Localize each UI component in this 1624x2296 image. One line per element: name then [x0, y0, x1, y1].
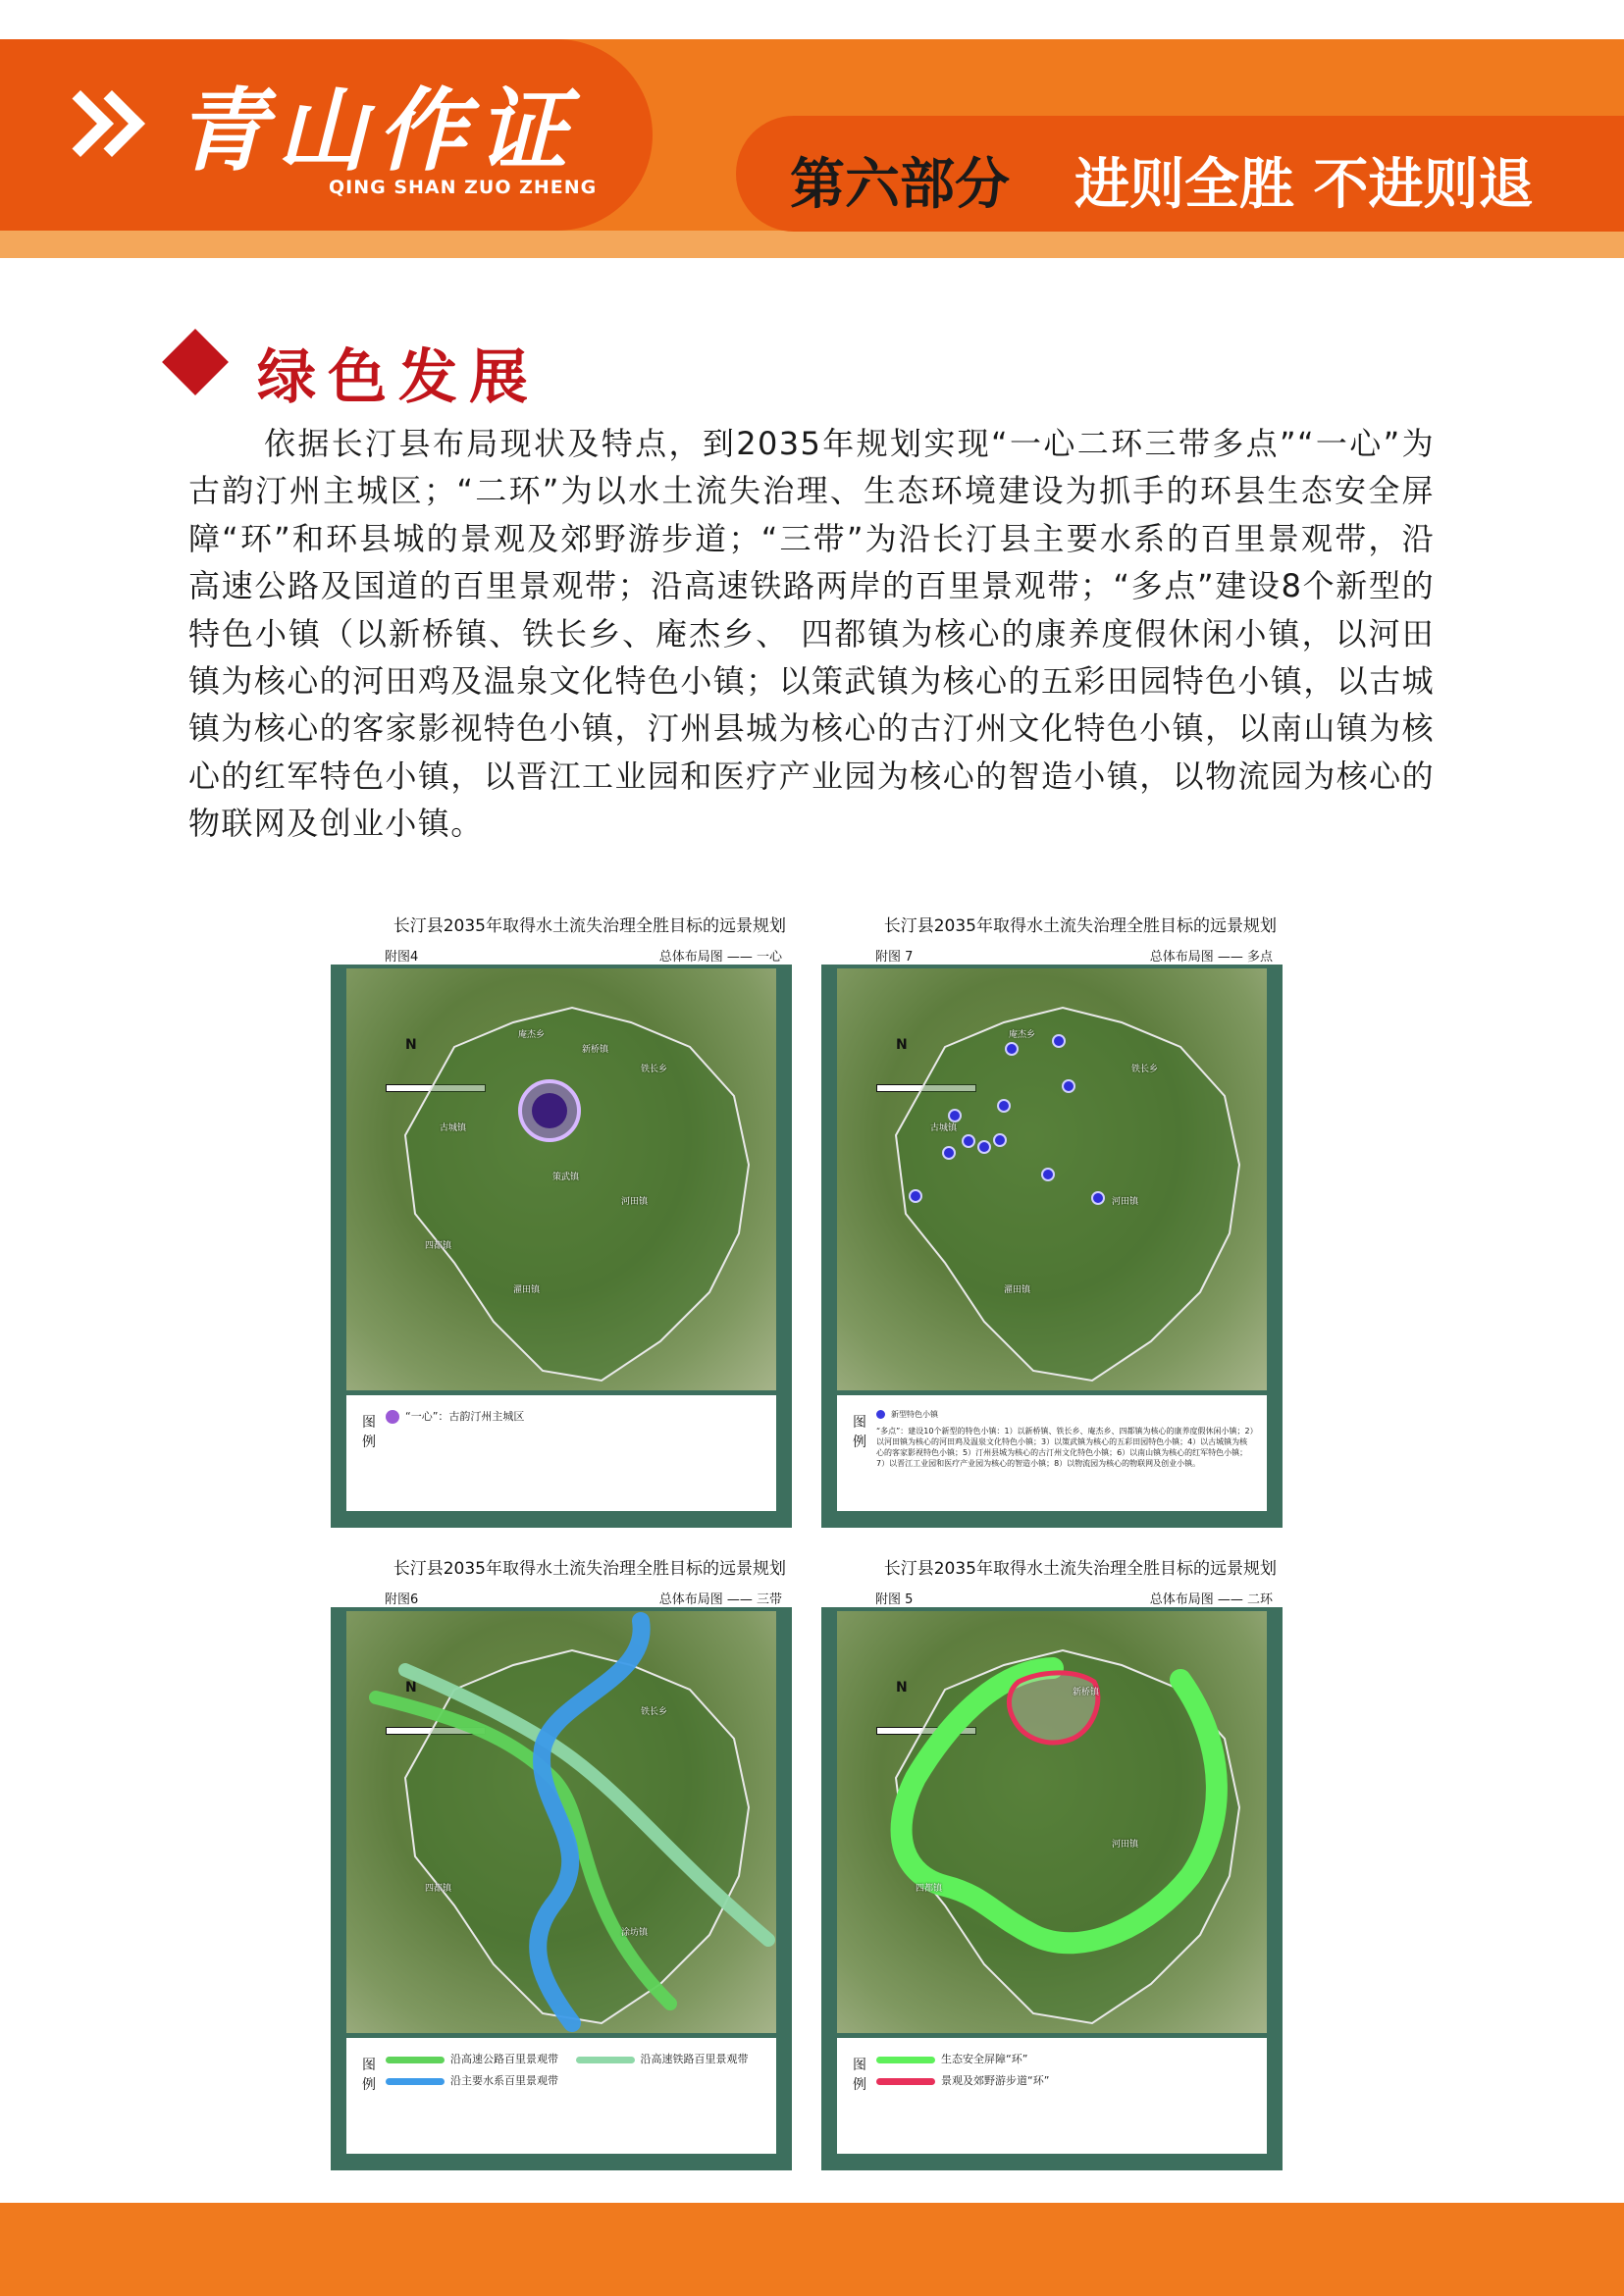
trail-ring [1009, 1673, 1097, 1743]
diamond-icon [162, 329, 229, 395]
map-figure-7 [821, 908, 1283, 1528]
legend-dot-icon [386, 1410, 399, 1424]
satellite-map: N 庵杰乡 新桥镇 铁长乡 古城镇 策武镇 河田镇 濯田镇 四都镇 [346, 968, 776, 1390]
section-part: 第六部分 [790, 153, 1010, 217]
county-outline [837, 1611, 1267, 2033]
figure-number: 附图 5 [875, 1592, 914, 1607]
legend-note: “多点”：建设10个新型的特色小镇：1）以新桥镇、铁长乡、庵杰乡、四都镇为核心的康养度假休闲小镇；2）以河田镇为核心的河田鸡及温泉文化特色小镇；3）以策武镇为核心的五彩田园特色小镇；4）以古城镇为核心的客家影视特色小镇；5）汀州县城为核心的古汀州文化特色小镇；6）以南山镇为核心的红军特色小镇；7）以晋江工业园和医疗产业园为核心的智造小镇；8）以物流园为核心的物联网及创业小镇。 [876, 1427, 1254, 1468]
north-arrow-icon: N [896, 1037, 908, 1053]
county-outline [346, 1611, 776, 2033]
legend-label: 图例 [362, 1415, 376, 1450]
figure-number: 附图6 [385, 1592, 419, 1607]
figure-number: 附图 7 [875, 950, 914, 965]
north-arrow-icon: N [405, 1680, 417, 1696]
layout-label: 总体布局图 —— 三带 [658, 1592, 782, 1607]
legend-label: 图例 [853, 1415, 866, 1450]
county-outline [837, 968, 1267, 1390]
legend-dot-icon [876, 1410, 885, 1419]
legend-label: 图例 [362, 2058, 376, 2093]
satellite-map: N 新桥镇 河田镇 四都镇 [837, 1611, 1267, 2033]
legend-line-icon [386, 2057, 445, 2063]
map-legend: 图例 沿高速公路百里景观带 沿高速铁路百里景观带 沿主要水系百里景观带 [346, 2038, 776, 2154]
satellite-map: N 铁长乡 四都镇 涂坊镇 [346, 1611, 776, 2033]
legend-line-icon [876, 2078, 935, 2085]
legend-line-icon [876, 2057, 935, 2063]
north-arrow-icon: N [405, 1037, 417, 1053]
map-title: 长汀县2035年取得水土流失治理全胜目标的远景规划 [331, 908, 792, 945]
layout-label: 总体布局图 —— 多点 [1149, 950, 1273, 965]
legend-line-icon [386, 2078, 445, 2085]
satellite-map: N 庵杰乡 铁长乡 古城镇 河田镇 濯田镇 [837, 968, 1267, 1390]
legend-line-icon [576, 2057, 635, 2063]
map-title: 长汀县2035年取得水土流失治理全胜目标的远景规划 [821, 1550, 1283, 1588]
map-legend: 图例 “一心”：古韵汀州主城区 [346, 1395, 776, 1511]
north-arrow-icon: N [896, 1680, 908, 1696]
section-title: 进则全胜 不进则退 [1074, 153, 1534, 217]
map-figure-5 [821, 1550, 1283, 2170]
footer-band [0, 2203, 1624, 2296]
map-figure-6 [331, 1550, 792, 2170]
map-legend: 图例 生态安全屏障“环” 景观及郊野游步道“环” [837, 2038, 1267, 2154]
page-heading: 绿色发展 [257, 343, 540, 412]
map-legend: 图例 新型特色小镇 “多点”：建设10个新型的特色小镇：1）以新桥镇、铁长乡、庵杰乡、四都镇为核心的康养度假休闲小镇；2）以河田镇为核心的河田鸡及温泉文化特色小镇；3）以策武镇为核心的五彩田园特色小镇；4）以古城镇为核心的客家影视特色小镇；5）汀州县城为核心的古汀州文化特色小镇；6）以南山镇为核心的红军特色小镇；7）以晋江工业园和医疗产业园为核心的智造小镇；8）以物流园为核心的物联网及创业小镇。 [837, 1395, 1267, 1511]
logo-subtitle: QING SHAN ZUO ZHENG [329, 177, 598, 198]
map-figure-4 [331, 908, 792, 1528]
legend-label: 图例 [853, 2058, 866, 2093]
map-title: 长汀县2035年取得水土流失治理全胜目标的远景规划 [331, 1550, 792, 1588]
header-stripe [0, 231, 1624, 258]
layout-label: 总体布局图 —— 二环 [1149, 1592, 1273, 1607]
layout-label: 总体布局图 —— 一心 [658, 950, 782, 965]
body-paragraph: 依据长汀县布局现状及特点，到2035年规划实现“一心二环三带多点”“一心”为古韵汀州主城区；“二环”为以水土流失治理、生态环境建设为抓手的环县生态安全屏障“环”和环县城的景观及郊野游步道；“三带”为沿长汀县主要水系的百里景观带，沿高速公路及国道的百里景观带；沿高速铁路两岸的百里景观带；“多点”建设8个新型的特色小镇（以新桥镇、铁长乡、庵杰乡、 四都镇为核心的康养度假休闲小镇，以河田镇为核心的河田鸡及温泉文化特色小镇；以策武镇为核心的五彩田园特色小镇，以古城镇为核心的客家影视特色小镇，汀州县城为核心的古汀州文化特色小镇，以南山镇为核心的红军特色小镇，以晋江工业园和医疗产业园为核心的智造小镇，以物流园为核心的物联网及创业小镇。 [188, 425, 1435, 843]
figure-number: 附图4 [385, 950, 419, 965]
logo-title: 青山作证 [177, 78, 578, 183]
map-title: 长汀县2035年取得水土流失治理全胜目标的远景规划 [821, 908, 1283, 945]
